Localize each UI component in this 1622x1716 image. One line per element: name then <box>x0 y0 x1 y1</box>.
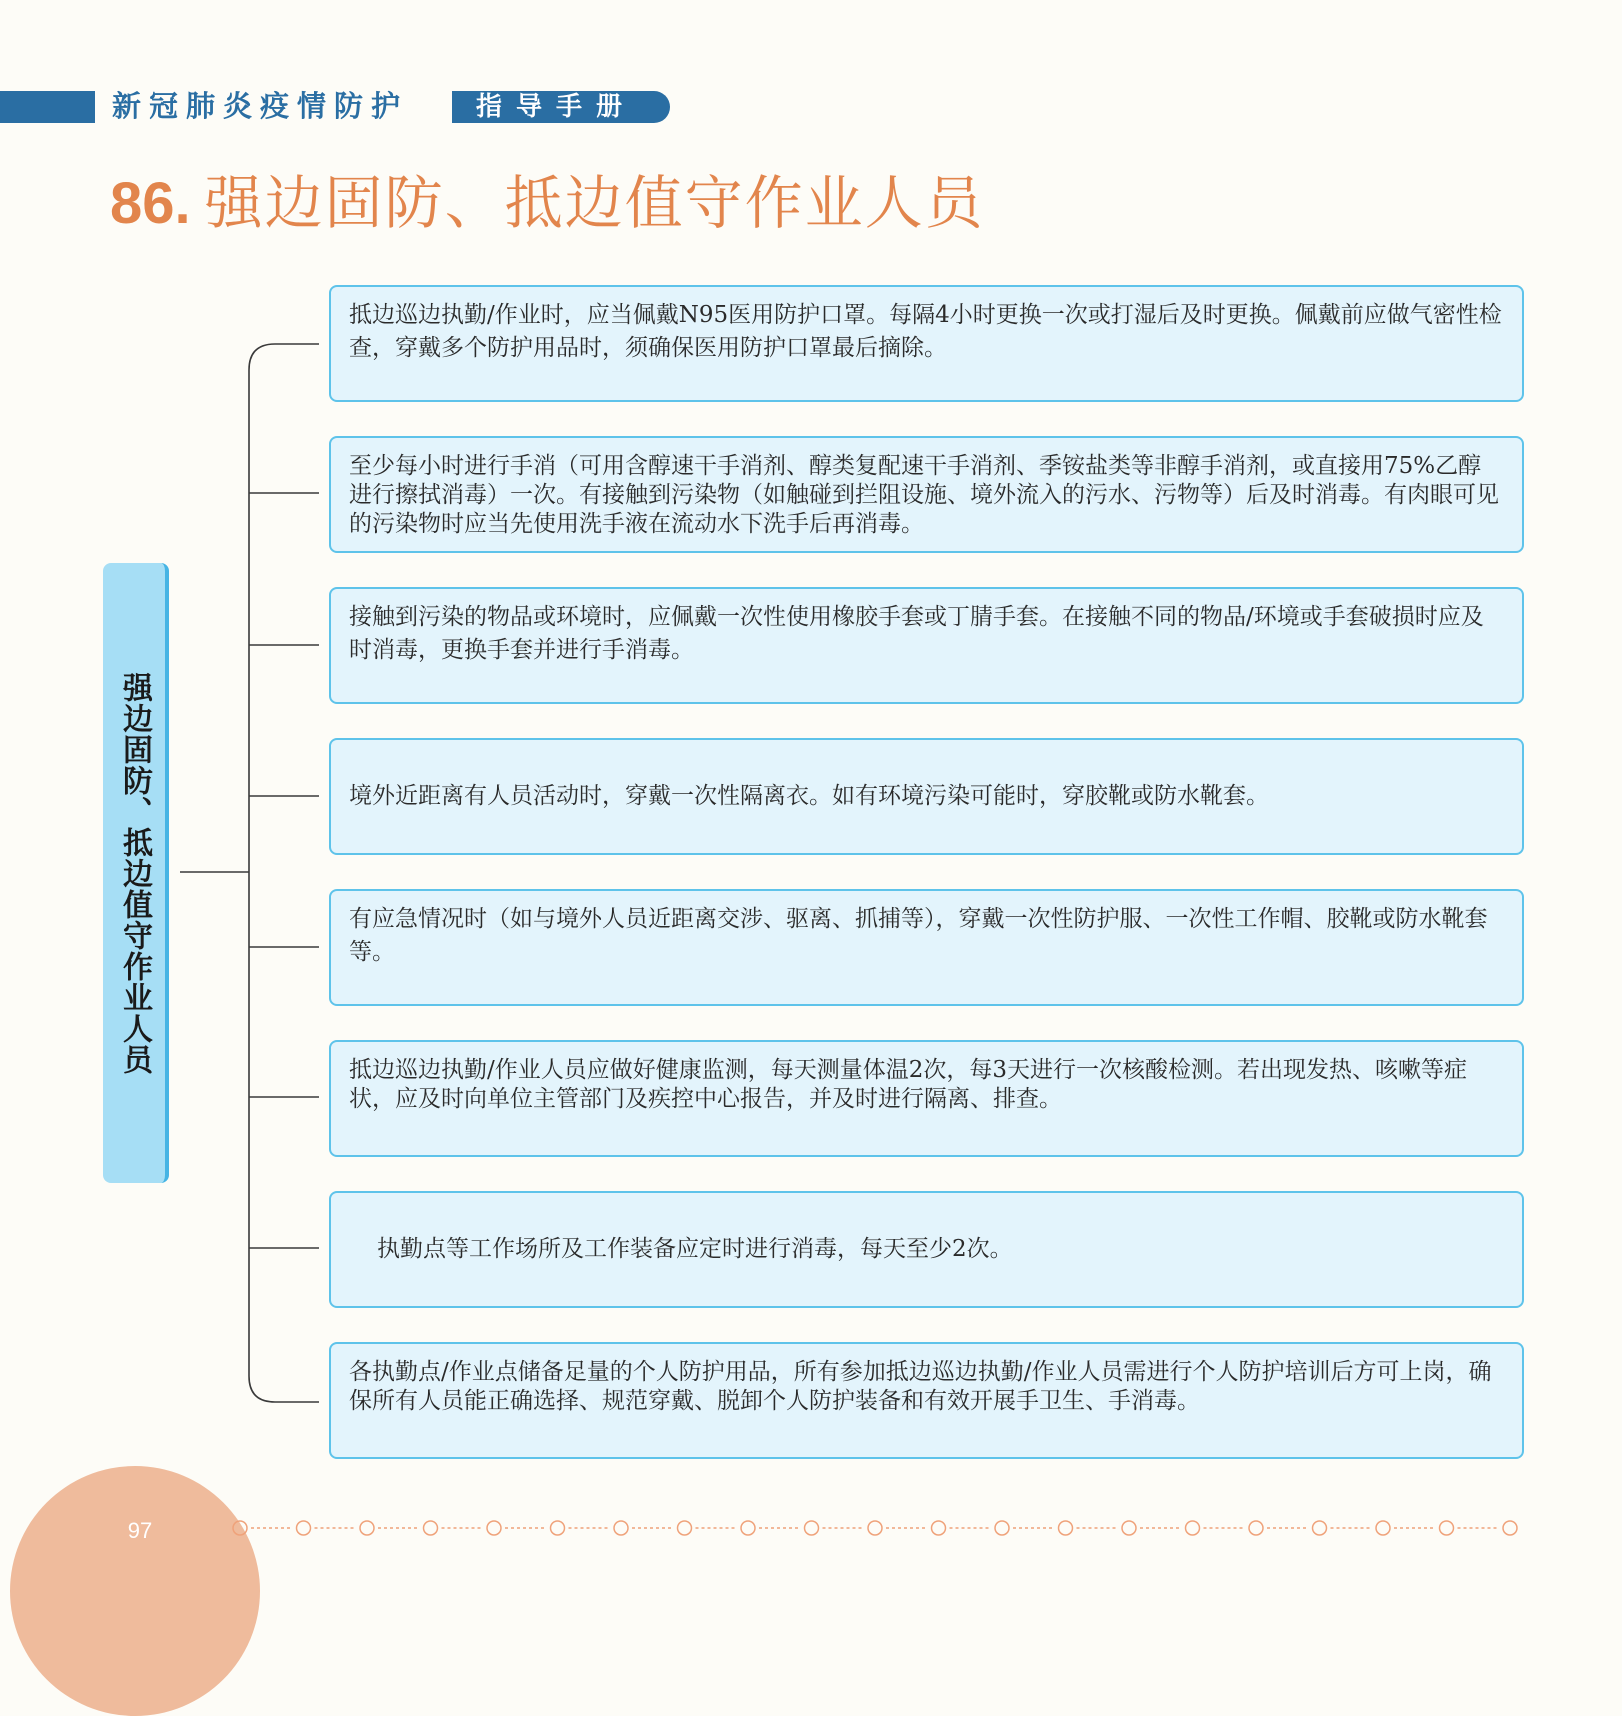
list-item-text: 执勤点等工作场所及工作装备应定时进行消毒，每天至少2次。 <box>377 1236 1013 1262</box>
page-title-number: 86. <box>110 171 191 236</box>
page-title-text: 强边固防、抵边值守作业人员 <box>204 169 985 237</box>
list-item-text: 抵边巡边执勤/作业人员应做好健康监测，每天测量体温2次，每3天进行一次核酸检测。若出现发热、咳嗽等症状，应及时向单位主管部门及疾控中心报告，并及时进行隔离、排查。 <box>349 1057 1468 1112</box>
header-title: 新冠肺炎疫情防护 <box>112 89 409 123</box>
list-item-text: 抵边巡边执勤/作业时，应当佩戴N95医用防护口罩。每隔4小时更换一次或打湿后及时更换。佩戴前应做气密性检查，穿戴多个防护用品时，须确保医用防护口罩最后摘除。 <box>349 302 1502 361</box>
list-item <box>329 436 1524 553</box>
list-item <box>329 889 1524 1006</box>
side-category-text: 强边固防、抵边值守作业人员 <box>117 671 152 1075</box>
list-item-text: 境外近距离有人员活动时，穿戴一次性隔离衣。如有环境污染可能时，穿胶靴或防水靴套。 <box>349 783 1269 809</box>
list-item <box>329 1040 1524 1157</box>
page-number: 97 <box>127 1518 153 1543</box>
list-item <box>329 285 1524 402</box>
footer-dotted-line <box>230 1518 1530 1538</box>
list-item <box>329 738 1524 855</box>
footer-decorative-circle <box>10 1466 260 1716</box>
list-item <box>329 1342 1524 1459</box>
list-item-text: 至少每小时进行手消（可用含醇速干手消剂、醇类复配速干手消剂、季铵盐类等非醇手消剂，或直接用75%乙醇进行擦拭消毒）一次。有接触到污染物（如触碰到拦阻设施、境外流入的污水、污物等）后及时消毒。有肉眼可见的污染物时应当先使用洗手液在流动水下洗手后再消毒。 <box>349 453 1499 537</box>
list-item-text: 接触到污染的物品或环境时，应佩戴一次性使用橡胶手套或丁腈手套。在接触不同的物品/环境或手套破损时应及时消毒，更换手套并进行手消毒。 <box>349 604 1484 663</box>
list-item <box>329 587 1524 704</box>
list-item-text: 有应急情况时（如与境外人员近距离交涉、驱离、抓捕等），穿戴一次性防护服、一次性工作帽、胶靴或防水靴套等。 <box>349 906 1488 965</box>
list-item-text: 各执勤点/作业点储备足量的个人防护用品，所有参加抵边巡边执勤/作业人员需进行个人防护培训后方可上岗，确保所有人员能正确选择、规范穿戴、脱卸个人防护装备和有效开展手卫生、手消毒。 <box>349 1359 1492 1414</box>
header-tag: 指导手册 <box>452 91 670 123</box>
list-item <box>329 1191 1524 1308</box>
